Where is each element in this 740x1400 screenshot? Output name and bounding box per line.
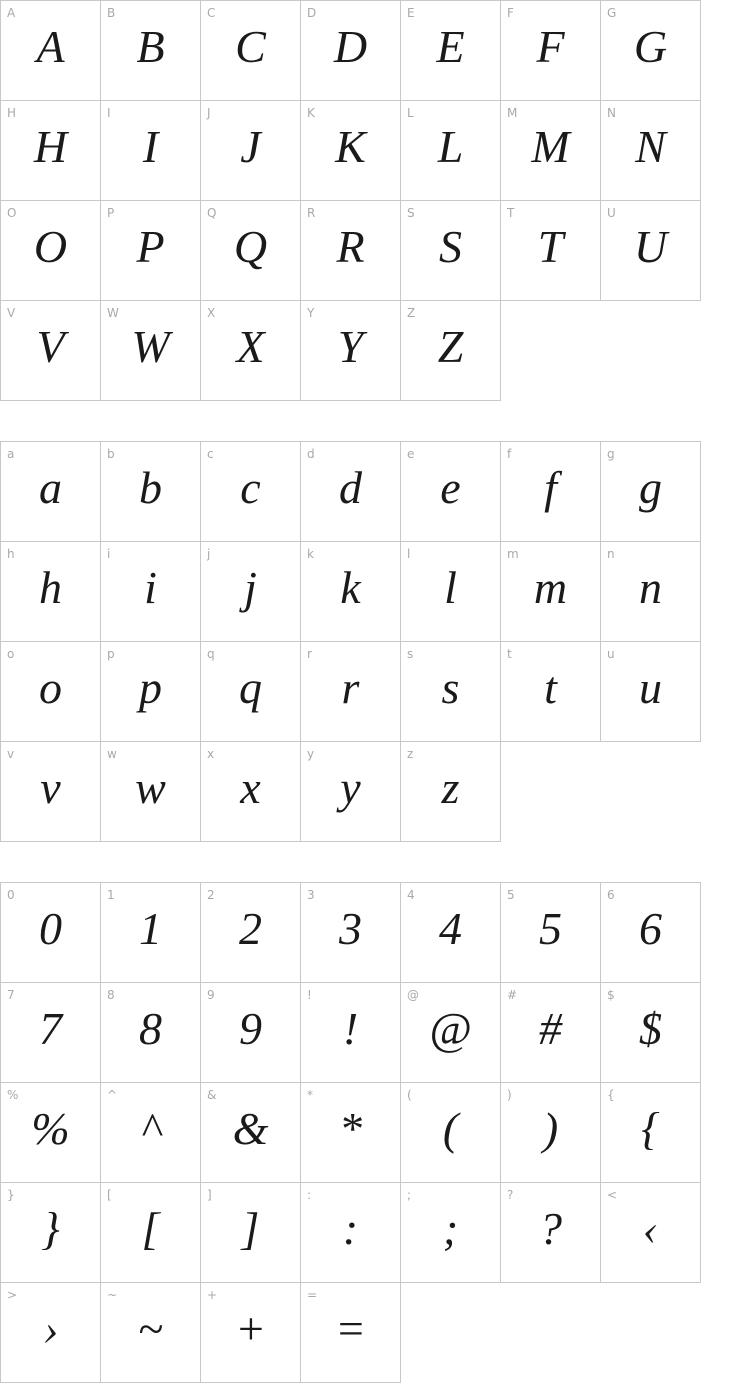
glyph-cell-glyph: 6	[639, 903, 662, 954]
glyph-cell-glyph: 1	[139, 903, 162, 954]
glyph-cell-glyph: C	[235, 21, 266, 72]
glyph-cell-glyph: i	[144, 562, 157, 613]
glyph-cell	[101, 542, 201, 642]
glyph-cell	[401, 883, 501, 983]
glyph-cell-label: ^	[107, 1088, 118, 1102]
glyph-cell-label: Y	[307, 306, 315, 320]
glyph-cell-glyph: t	[544, 662, 557, 713]
glyph-cell-glyph: m	[533, 562, 568, 613]
glyph-cell	[101, 301, 201, 401]
glyph-cell-glyph: %	[31, 1103, 70, 1154]
glyph-cell-glyph: =	[334, 1303, 367, 1354]
glyph-cell-label: ]	[207, 1188, 212, 1202]
glyph-cell-label: m	[507, 547, 519, 561]
glyph-cell	[501, 1083, 601, 1183]
glyph-cell-glyph: A	[36, 21, 65, 72]
glyph-cell-label: :	[307, 1188, 312, 1202]
glyph-cell	[501, 442, 601, 542]
glyph-cell	[101, 1283, 201, 1383]
glyph-cell-label: !	[307, 988, 312, 1002]
glyph-row	[1, 983, 701, 1083]
glyph-cell	[1, 742, 101, 842]
glyph-cell-glyph: M	[531, 121, 570, 172]
glyph-cell-label: 1	[107, 888, 115, 902]
glyph-cell-glyph: l	[444, 562, 457, 613]
glyph-cell-glyph: 8	[139, 1003, 162, 1054]
glyph-cell-label: P	[107, 206, 115, 220]
glyph-cell	[101, 442, 201, 542]
glyph-cell-label: r	[307, 647, 312, 661]
glyph-cell-label: B	[107, 6, 116, 20]
glyph-row	[1, 301, 701, 401]
glyph-cell-label: N	[607, 106, 616, 120]
glyph-cell-label: z	[407, 747, 414, 761]
glyph-cell-label: p	[107, 647, 115, 661]
glyph-cell	[1, 1183, 101, 1283]
glyph-cell-label: C	[207, 6, 216, 20]
glyph-cell	[401, 742, 501, 842]
glyph-cell-glyph: Y	[337, 321, 364, 372]
glyph-cell-label: n	[607, 547, 615, 561]
glyph-row	[1, 542, 701, 642]
glyph-cell	[101, 1183, 201, 1283]
glyph-cell-glyph: e	[440, 462, 461, 513]
glyph-cell-label: q	[207, 647, 215, 661]
glyph-cell-glyph: s	[441, 662, 460, 713]
glyph-cell-label: $	[607, 988, 615, 1002]
glyph-cell	[601, 883, 701, 983]
glyph-cell	[601, 983, 701, 1083]
glyph-cell-glyph: r	[341, 662, 360, 713]
glyph-cell-glyph: N	[635, 121, 666, 172]
glyph-cell-glyph: E	[436, 21, 465, 72]
glyph-cell-glyph: }	[41, 1203, 60, 1254]
glyph-cell	[201, 301, 301, 401]
glyph-cell	[1, 983, 101, 1083]
glyph-cell	[301, 1283, 401, 1383]
glyph-cell-label: {	[607, 1088, 615, 1102]
glyph-cell-label: k	[307, 547, 314, 561]
glyph-cell-glyph: z	[441, 762, 460, 813]
glyph-cell-label: *	[307, 1088, 313, 1102]
glyph-cell-glyph: a	[39, 462, 62, 513]
glyph-cell-glyph: 4	[439, 903, 462, 954]
glyph-cell-glyph: v	[40, 762, 61, 813]
glyph-cell-glyph: w	[135, 762, 166, 813]
glyph-cell-label: >	[7, 1288, 18, 1302]
glyph-cell-label: +	[207, 1288, 218, 1302]
glyph-cell-label: H	[7, 106, 17, 120]
glyph-cell-label: a	[7, 447, 15, 461]
glyph-cell	[401, 301, 501, 401]
glyph-cell-glyph: T	[537, 221, 564, 272]
glyph-cell	[301, 1, 401, 101]
glyph-cell	[101, 983, 201, 1083]
glyph-cell-label: A	[7, 6, 16, 20]
glyph-cell	[601, 1183, 701, 1283]
glyph-cell-glyph: {	[641, 1103, 660, 1154]
glyph-row	[1, 1283, 701, 1383]
glyph-cell-glyph: 7	[39, 1003, 62, 1054]
glyph-cell	[601, 101, 701, 201]
glyph-cell-label: ;	[407, 1188, 412, 1202]
glyph-cell-glyph: ~	[138, 1303, 163, 1354]
glyph-cell-glyph: u	[639, 662, 662, 713]
glyph-row	[1, 883, 701, 983]
glyph-cell-label: <	[607, 1188, 618, 1202]
glyph-row	[1, 1083, 701, 1183]
glyph-cell-glyph: Q	[233, 221, 268, 272]
glyph-cell-label: 0	[7, 888, 15, 902]
digits-symbols-grid	[0, 882, 701, 1383]
glyph-cell	[301, 442, 401, 542]
glyph-cell-label: 2	[207, 888, 215, 902]
glyph-cell-label: ~	[107, 1288, 118, 1302]
glyph-cell	[1, 1283, 101, 1383]
glyph-cell-label: K	[307, 106, 315, 120]
glyph-cell	[101, 883, 201, 983]
glyph-cell-glyph: j	[244, 562, 257, 613]
glyph-cell	[201, 101, 301, 201]
lowercase-grid	[0, 441, 701, 842]
glyph-cell	[1, 442, 101, 542]
glyph-cell-glyph: n	[639, 562, 662, 613]
glyph-row	[1, 1, 701, 101]
glyph-cell-glyph: @	[429, 1003, 472, 1054]
glyph-cell-label: L	[407, 106, 414, 120]
glyph-cell	[101, 742, 201, 842]
glyph-cell-glyph: 0	[39, 903, 62, 954]
glyph-cell	[401, 983, 501, 1083]
glyph-cell-label: )	[507, 1088, 512, 1102]
glyph-cell	[401, 442, 501, 542]
glyph-cell	[401, 642, 501, 742]
glyph-cell-label: F	[507, 6, 514, 20]
glyph-cell-glyph: [	[141, 1203, 160, 1254]
glyph-cell	[201, 1083, 301, 1183]
glyph-cell	[301, 983, 401, 1083]
glyph-cell	[501, 201, 601, 301]
glyph-cell-label: %	[7, 1088, 19, 1102]
glyph-cell-glyph: k	[340, 562, 361, 613]
glyph-cell	[401, 1083, 501, 1183]
glyph-cell-label: Z	[407, 306, 416, 320]
glyph-cell-glyph: 5	[539, 903, 562, 954]
glyph-cell	[301, 542, 401, 642]
glyph-cell-glyph: K	[335, 121, 366, 172]
glyph-cell-glyph: +	[234, 1303, 267, 1354]
glyph-cell	[201, 1, 301, 101]
glyph-cell-label: 8	[107, 988, 115, 1002]
glyph-cell	[201, 742, 301, 842]
glyph-cell-glyph: H	[33, 121, 68, 172]
glyph-cell	[601, 542, 701, 642]
glyph-cell	[1, 542, 101, 642]
glyph-cell-glyph: ^	[140, 1103, 161, 1154]
glyph-row	[1, 442, 701, 542]
glyph-cell-glyph: O	[33, 221, 68, 272]
glyph-cell-label: J	[207, 106, 211, 120]
glyph-cell-glyph: f	[544, 462, 557, 513]
glyph-cell-label: D	[307, 6, 317, 20]
glyph-row	[1, 101, 701, 201]
glyph-cell-label: u	[607, 647, 615, 661]
glyph-row	[1, 742, 701, 842]
glyph-cell-label: V	[7, 306, 16, 320]
glyph-cell	[301, 201, 401, 301]
glyph-cell-glyph: 2	[239, 903, 262, 954]
glyph-cell-label: v	[7, 747, 15, 761]
glyph-cell-glyph: 9	[239, 1003, 262, 1054]
glyph-cell-glyph: y	[340, 762, 361, 813]
glyph-cell-glyph: ›	[42, 1303, 59, 1354]
glyph-cell-glyph: 3	[339, 903, 362, 954]
glyph-cell-label: o	[7, 647, 15, 661]
glyph-cell-glyph: U	[633, 221, 668, 272]
glyph-cell-glyph: ?	[539, 1203, 562, 1254]
glyph-cell	[1, 883, 101, 983]
glyph-cell-label: g	[607, 447, 615, 461]
glyph-cell-glyph: #	[539, 1003, 562, 1054]
glyph-cell-label: }	[7, 1188, 15, 1202]
glyph-cell	[401, 101, 501, 201]
glyph-cell-label: i	[107, 547, 111, 561]
glyph-cell-glyph: h	[39, 562, 62, 613]
glyph-cell-label: [	[107, 1188, 112, 1202]
glyph-cell-label: f	[507, 447, 512, 461]
glyph-cell-glyph: V	[36, 321, 65, 372]
glyph-cell	[301, 742, 401, 842]
glyph-cell-glyph: x	[240, 762, 261, 813]
glyph-cell-glyph: G	[633, 21, 668, 72]
glyph-cell-glyph: S	[439, 221, 462, 272]
glyph-cell-label: W	[107, 306, 119, 320]
glyph-cell-label: 9	[207, 988, 215, 1002]
glyph-cell-label: 6	[607, 888, 615, 902]
glyph-cell-glyph: !	[342, 1003, 359, 1054]
glyph-cell	[101, 1083, 201, 1183]
glyph-cell-glyph: B	[136, 21, 165, 72]
glyph-cell	[301, 301, 401, 401]
glyph-cell-glyph: )	[542, 1103, 559, 1154]
glyph-cell-glyph: b	[139, 462, 162, 513]
glyph-cell-label: w	[107, 747, 117, 761]
glyph-cell	[201, 883, 301, 983]
glyph-cell-label: M	[507, 106, 518, 120]
glyph-cell-label: =	[307, 1288, 318, 1302]
glyph-cell	[1, 642, 101, 742]
glyph-cell	[301, 883, 401, 983]
glyph-cell-glyph: I	[142, 121, 159, 172]
glyph-cell-label: 7	[7, 988, 15, 1002]
glyph-cell	[101, 201, 201, 301]
glyph-cell-glyph: ;	[442, 1203, 459, 1254]
glyph-cell	[501, 1183, 601, 1283]
glyph-cell-glyph: (	[442, 1103, 459, 1154]
glyph-cell	[201, 1283, 301, 1383]
glyph-cell-label: S	[407, 206, 415, 220]
glyph-cell-label: h	[7, 547, 15, 561]
glyph-cell	[601, 642, 701, 742]
glyph-cell	[101, 642, 201, 742]
glyph-cell	[601, 442, 701, 542]
glyph-cell-glyph: F	[536, 21, 565, 72]
glyph-cell-glyph: d	[339, 462, 362, 513]
glyph-cell	[501, 642, 601, 742]
glyph-cell-glyph: ‹	[642, 1203, 659, 1254]
glyph-cell	[301, 1083, 401, 1183]
glyph-cell	[601, 201, 701, 301]
glyph-cell	[1, 301, 101, 401]
glyph-cell-label: O	[7, 206, 17, 220]
glyph-cell-label: @	[407, 988, 419, 1002]
glyph-cell-label: E	[407, 6, 415, 20]
glyph-cell-label: e	[407, 447, 415, 461]
glyph-cell-glyph: X	[236, 321, 265, 372]
glyph-cell-label: U	[607, 206, 616, 220]
glyph-cell	[301, 642, 401, 742]
glyph-cell-glyph: o	[39, 662, 62, 713]
glyph-cell-glyph: Z	[437, 321, 464, 372]
glyph-cell	[401, 1183, 501, 1283]
glyph-cell-glyph: :	[342, 1203, 359, 1254]
glyph-cell-glyph: &	[232, 1103, 269, 1154]
glyph-cell-glyph: c	[240, 462, 261, 513]
glyph-cell-label: R	[307, 206, 316, 220]
glyph-cell-glyph: L	[437, 121, 464, 172]
glyph-row	[1, 1183, 701, 1283]
glyph-row	[1, 201, 701, 301]
glyph-cell	[301, 1183, 401, 1283]
glyph-cell	[1, 1, 101, 101]
glyph-cell	[1, 201, 101, 301]
glyph-cell	[201, 442, 301, 542]
glyph-cell-glyph: q	[239, 662, 262, 713]
glyph-cell	[501, 883, 601, 983]
glyph-cell-glyph: D	[333, 21, 368, 72]
glyph-cell	[601, 1, 701, 101]
glyph-cell	[501, 1, 601, 101]
glyph-cell-label: y	[307, 747, 315, 761]
glyph-cell	[401, 542, 501, 642]
glyph-cell-label: x	[207, 747, 215, 761]
glyph-cell	[501, 542, 601, 642]
glyph-cell-label: j	[207, 547, 211, 561]
glyph-cell-glyph: p	[139, 662, 162, 713]
glyph-cell-label: 4	[407, 888, 415, 902]
glyph-cell-label: b	[107, 447, 115, 461]
glyph-cell-label: (	[407, 1088, 412, 1102]
glyph-cell	[101, 1, 201, 101]
glyph-cell-label: #	[507, 988, 518, 1002]
glyph-cell-label: 3	[307, 888, 315, 902]
glyph-cell	[1, 1083, 101, 1183]
glyph-cell	[201, 1183, 301, 1283]
glyph-cell	[501, 983, 601, 1083]
glyph-cell-label: d	[307, 447, 315, 461]
glyph-cell-label: I	[107, 106, 111, 120]
glyph-cell	[601, 1083, 701, 1183]
uppercase-grid	[0, 0, 701, 401]
glyph-cell	[401, 201, 501, 301]
glyph-cell-label: Q	[207, 206, 217, 220]
glyph-cell	[201, 642, 301, 742]
glyph-cell	[201, 542, 301, 642]
glyph-cell	[201, 983, 301, 1083]
glyph-cell-glyph: *	[339, 1103, 362, 1154]
glyph-cell-label: t	[507, 647, 512, 661]
glyph-cell-label: l	[407, 547, 411, 561]
glyph-cell-glyph: P	[136, 221, 165, 272]
glyph-cell-label: ?	[507, 1188, 514, 1202]
glyph-cell-glyph: ]	[241, 1203, 260, 1254]
glyph-cell-label: &	[207, 1088, 217, 1102]
glyph-cell-label: 5	[507, 888, 515, 902]
glyph-cell	[201, 201, 301, 301]
glyph-cell	[1, 101, 101, 201]
glyph-cell-label: c	[207, 447, 214, 461]
glyph-cell-label: T	[507, 206, 515, 220]
glyph-cell	[301, 101, 401, 201]
glyph-cell	[101, 101, 201, 201]
glyph-cell-label: X	[207, 306, 216, 320]
glyph-cell-glyph: g	[639, 462, 662, 513]
glyph-cell	[401, 1, 501, 101]
glyph-cell-glyph: $	[639, 1003, 662, 1054]
glyph-cell-glyph: J	[240, 121, 261, 172]
glyph-cell-label: s	[407, 647, 414, 661]
glyph-cell-label: G	[607, 6, 617, 20]
glyph-cell-glyph: W	[131, 321, 170, 372]
glyph-cell-glyph: R	[336, 221, 365, 272]
glyph-cell	[501, 101, 601, 201]
glyph-row	[1, 642, 701, 742]
